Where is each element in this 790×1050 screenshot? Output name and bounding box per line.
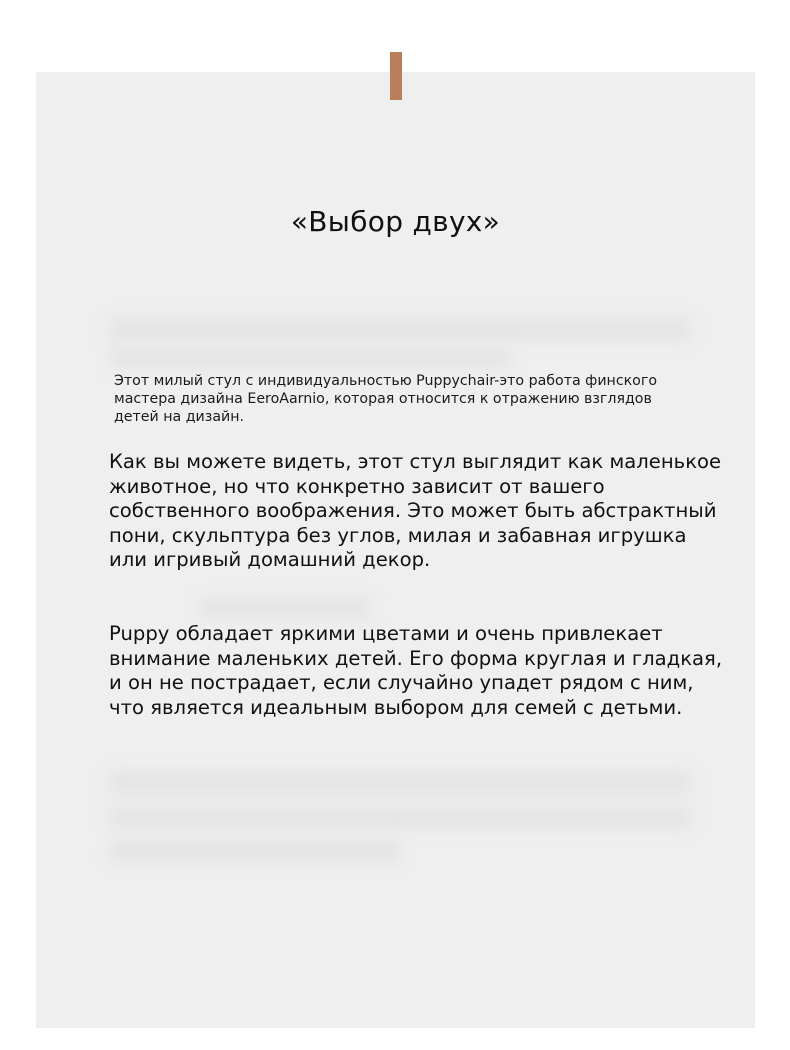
blurred-text-strip: [110, 840, 400, 862]
body-paragraph: Как вы можете видеть, этот стул выглядит как маленькое животное, но что конкретно зависит от вашего собственного воображения. Это может быть абстрактный пони, скульптура без углов, милая и забавная игрушка или игривый домашний декор.: [109, 450, 722, 571]
blurred-text-strip: [200, 598, 370, 618]
blurred-text-strip: [110, 772, 690, 794]
body-paragraph: Puppy обладает яркими цветами и очень привлекает внимание маленьких детей. Его форма круглая и гладкая, и он не пострадает, если случайно упадет рядом с ним, что является идеальным выбором для семей с детьми.: [109, 622, 723, 719]
blurred-text-strip: [110, 318, 690, 340]
accent-bar: [390, 52, 402, 100]
page-title: «Выбор двух»: [290, 205, 501, 238]
blurred-text-strip: [110, 806, 690, 828]
intro-paragraph: Этот милый стул с индивидуальностью Puppychair-это работа финского мастера дизайна EeroAarnio, которая относится к отражению взглядов детей на дизайн.: [114, 373, 657, 425]
blurred-text-strip: [110, 348, 510, 368]
